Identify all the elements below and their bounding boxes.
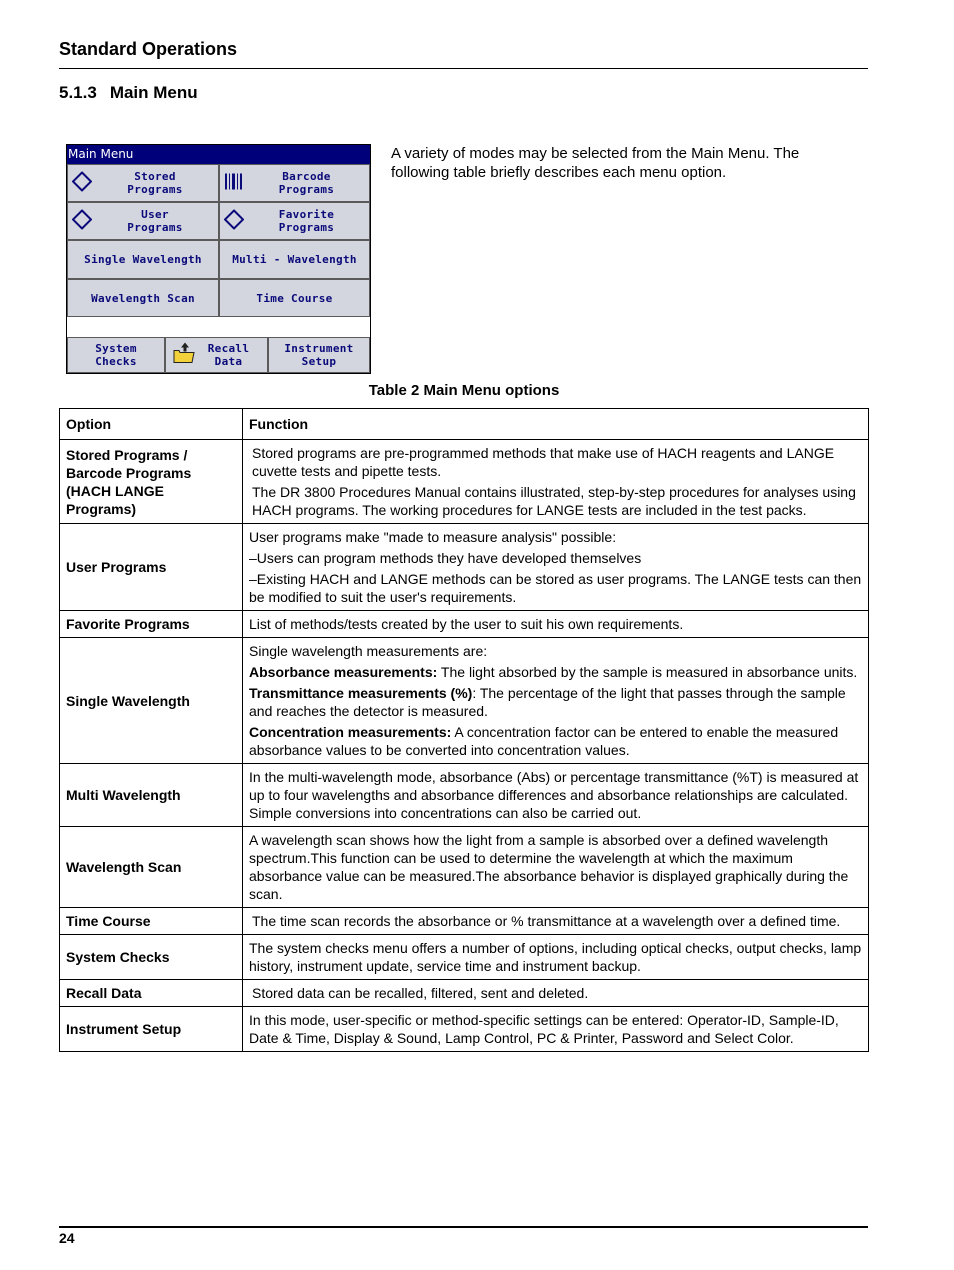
function-text: Stored programs are pre-programmed methods that make use of HACH reagents and LANGE cuvette tests and pipette tests. (252, 445, 835, 479)
option-cell: System Checks (60, 935, 243, 980)
option-cell: Single Wavelength (60, 638, 243, 764)
barcode-icon (224, 172, 244, 195)
function-text: User programs make "made to measure analysis" possible: (249, 529, 617, 545)
function-cell (243, 764, 869, 827)
option-cell: User Programs (60, 524, 243, 611)
table-row (60, 935, 869, 980)
function-text (249, 723, 862, 759)
desc-absorbance: The light absorbed by the sample is measured in absorbance units. (437, 664, 858, 680)
diamond-icon (224, 210, 244, 233)
system-checks-label: System Checks (95, 342, 137, 368)
table-row (60, 908, 869, 935)
desc-concentration: A concentration factor can be entered to enable the measured absorbance values to be converted into concentration values. (249, 724, 839, 758)
table-row (60, 440, 869, 524)
table-row (60, 827, 869, 908)
wavelength-scan-button[interactable] (67, 279, 219, 317)
function-text (249, 663, 862, 681)
term-transmittance: Transmittance measurements (%) (249, 685, 473, 701)
main-menu-screen (66, 144, 371, 374)
section-number: 5.1.3 (59, 83, 97, 102)
function-text: List of methods/tests created by the user to suit his own requirements. (249, 616, 684, 632)
function-text: –Users can program methods they have developed themselves (249, 550, 642, 566)
function-text: The system checks menu offers a number of options, including optical checks, output checks, lamp history, instrument update, service time and instrument backup. (249, 940, 862, 974)
table-row (60, 764, 869, 827)
main-menu-options-table (59, 408, 869, 1052)
diamond-icon (72, 172, 92, 195)
function-text: Stored data can be recalled, filtered, sent and deleted. (252, 985, 589, 1001)
option-cell: Multi Wavelength (60, 764, 243, 827)
section-title (59, 83, 198, 103)
footer-rule (59, 1226, 868, 1228)
function-text: The DR 3800 Procedures Manual contains illustrated, step-by-step procedures for analyses using HACH programs. The working procedures for LANGE tests are included in the test packs. (252, 484, 856, 518)
wavelength-scan-label: Wavelength Scan (91, 291, 195, 305)
function-cell (243, 980, 869, 1007)
function-cell (243, 524, 869, 611)
function-cell (243, 638, 869, 764)
screen-blank-row (67, 317, 370, 337)
diamond-icon (72, 210, 92, 233)
header-function: Function (243, 409, 869, 440)
intro-paragraph: A variety of modes may be selected from the Main Menu. The following table briefly describes each menu option. (391, 145, 800, 181)
desc-transmittance: : The percentage of the light that passes through the sample and reaches the detector is measured. (249, 685, 846, 719)
page-number: 24 (59, 1230, 75, 1246)
function-text: –Existing HACH and LANGE methods can be stored as user programs. The LANGE tests can then be modified to suit the user's requirements. (249, 571, 862, 605)
option-cell: Favorite Programs (60, 611, 243, 638)
recall-data-label: Recall Data (207, 342, 250, 368)
table-caption: Table 2 Main Menu options (368, 382, 560, 399)
user-programs-button[interactable] (67, 202, 219, 240)
barcode-programs-label: Barcode Programs (278, 170, 335, 196)
header-rule (59, 68, 868, 69)
section-name: Main Menu (109, 83, 198, 102)
option-cell: Stored Programs / Barcode Programs (HACH LANGE Programs) (60, 440, 243, 524)
header-title: Standard Operations (59, 39, 238, 59)
folder-arrow-icon (172, 342, 196, 369)
function-text: Single wavelength measurements are: (249, 643, 488, 659)
function-cell (243, 827, 869, 908)
instrument-setup-label: Instrument Setup (284, 342, 354, 368)
multi-wavelength-button[interactable] (219, 240, 370, 279)
time-course-button[interactable] (219, 279, 370, 317)
table-row (60, 611, 869, 638)
function-text: In this mode, user-specific or method-specific settings can be entered: Operator-ID, Sample-ID, Date & Time, Display & Sound, Lamp Control, PC & Printer, Password and Select Color. (249, 1012, 839, 1046)
function-cell (243, 611, 869, 638)
term-concentration: Concentration measurements: (249, 724, 452, 740)
header-option: Option (60, 409, 243, 440)
instrument-setup-button[interactable] (268, 337, 370, 373)
time-course-label: Time Course (256, 291, 333, 305)
system-checks-button[interactable] (67, 337, 165, 373)
stored-programs-label: Stored Programs (127, 170, 183, 196)
recall-data-button[interactable] (165, 337, 268, 373)
function-text (249, 684, 862, 720)
function-text: In the multi-wavelength mode, absorbance (Abs) or percentage transmittance (%T) is measured at up to four wavelengths and absorbance differences and absorbance relationships are calculated. Simple conversions into concentrations can also be carried out. (249, 769, 859, 821)
barcode-programs-button[interactable] (219, 164, 370, 202)
option-cell: Instrument Setup (60, 1007, 243, 1052)
single-wavelength-label: Single Wavelength (84, 253, 202, 266)
option-cell: Wavelength Scan (60, 827, 243, 908)
multi-wavelength-label: Multi - Wavelength (232, 253, 357, 266)
favorite-programs-button[interactable] (219, 202, 370, 240)
option-cell: Time Course (60, 908, 243, 935)
table-row (60, 638, 869, 764)
function-cell (243, 908, 869, 935)
stored-programs-button[interactable] (67, 164, 219, 202)
table-row (60, 980, 869, 1007)
table-row (60, 1007, 869, 1052)
option-cell: Recall Data (60, 980, 243, 1007)
single-wavelength-button[interactable] (67, 240, 219, 279)
table-row (60, 524, 869, 611)
favorite-programs-label: Favorite Programs (278, 208, 335, 234)
function-cell (243, 440, 869, 524)
user-programs-label: User Programs (127, 208, 183, 234)
function-cell (243, 1007, 869, 1052)
function-text: A wavelength scan shows how the light from a sample is absorbed over a defined wavelength spectrum.This function can be used to determine the wavelength at which the maximum absorbance value can be measured.The absorbance behavior is displayed graphically during the scan. (249, 832, 849, 902)
function-text: The time scan records the absorbance or % transmittance at a wavelength over a defined time. (252, 913, 841, 929)
screen-title: Main Menu (67, 145, 370, 164)
function-cell (243, 935, 869, 980)
table-header-row (60, 409, 869, 440)
term-absorbance: Absorbance measurements: (249, 664, 438, 680)
